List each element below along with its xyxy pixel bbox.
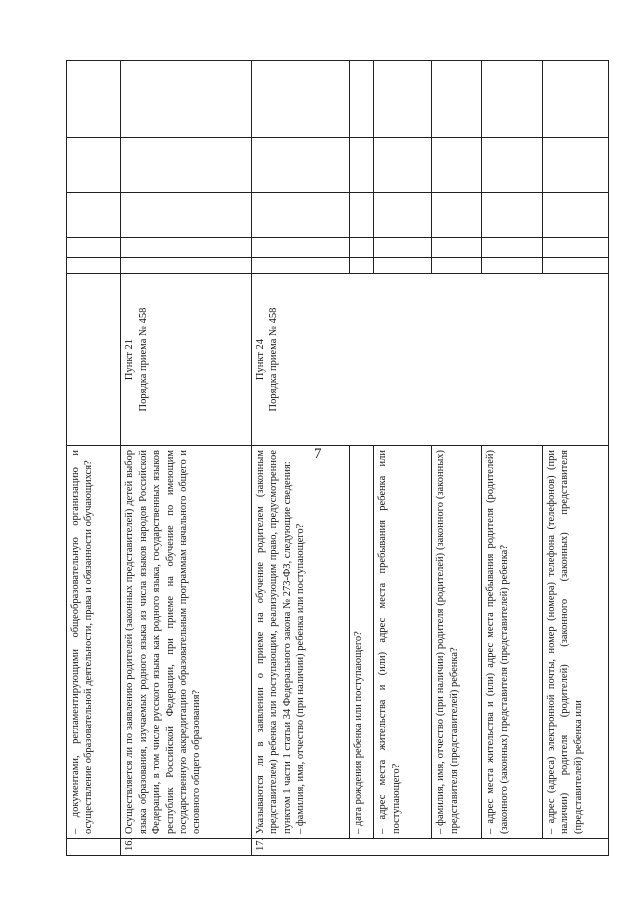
- table-row: [542, 61, 608, 856]
- answer-cell: [121, 238, 251, 258]
- answer-cell: [121, 193, 251, 238]
- table-row: [350, 61, 374, 856]
- question-subitem: – адрес места жительства и (или) адрес места пребывания родителя (родителей) (законного (законных) представителя (представителей) ребенка?: [482, 446, 542, 839]
- answer-cell: [67, 193, 121, 238]
- row-number: [67, 839, 121, 856]
- answer-cell: [67, 138, 121, 193]
- question-text: Осуществляется ли по заявлению родителей (законных представителей) детей выбор языка образования, изучаемых родного языка из числа языков народов Российской Федерации, в том числе русского языка как родного языка, государственных языков республик Российской Федерации, при приеме на обучение по имеющим государственную аккредитацию образовательным программам начального общего и основного общего образования?: [121, 446, 251, 839]
- basis-document: Порядка приема № 458: [137, 307, 149, 412]
- answer-cell: [67, 61, 121, 138]
- checklist-table: [66, 60, 609, 856]
- basis-item: Пункт 21: [124, 338, 136, 381]
- legal-basis: [121, 274, 251, 446]
- answer-cell: [251, 61, 349, 138]
- answer-cell: [251, 138, 349, 193]
- row-number: 17.: [251, 839, 608, 856]
- question-subitem: – фамилия, имя, отчество (при наличии) ребенка или поступающего?: [294, 523, 306, 834]
- question-text: – документами, регламентирующими общеобразовательную организацию и осуществление образовательной деятельности, права и обязанности обучающихся?: [67, 446, 121, 839]
- answer-cell: [121, 61, 251, 138]
- answer-cell: [251, 238, 349, 258]
- table-row: [482, 61, 542, 856]
- table-row: [251, 61, 349, 856]
- answer-cell: [67, 258, 121, 274]
- question-subitem: – фамилия, имя, отчество (при наличии) родителя (родителей) (законного (законных) представителя (представителей) ребенка?: [432, 446, 482, 839]
- table-row: [432, 61, 482, 856]
- answer-cell: [251, 193, 349, 238]
- checklist-table-rotated: [66, 61, 609, 856]
- row-number: 16.: [121, 839, 251, 856]
- question-text: [251, 446, 349, 839]
- question-intro: Указываются ли в заявлении о приеме на обучение родителем (законным представителем) ребенка или поступающим, реализующим право, предусмотренное пунктом 1 части 1 статьи 34 Федерального закона № 273-ФЗ, следующие сведения:: [254, 450, 293, 834]
- answer-cell: [121, 138, 251, 193]
- table-row: [121, 61, 251, 856]
- page-number: 7: [314, 446, 322, 462]
- answer-cell: [121, 258, 251, 274]
- legal-basis: [67, 274, 121, 446]
- question-subitem: – дата рождения ребенка или поступающего?: [350, 446, 374, 839]
- basis-document: Порядка приема № 458: [268, 307, 280, 412]
- answer-cell: [251, 258, 349, 274]
- question-subitem: – адрес (адреса) электронной почты, номер (номера) телефона (телефонов) (при наличии) родителя (родителей) (законного (законных) представителя (представителей) ребенка или: [542, 446, 608, 839]
- answer-cell: [67, 238, 121, 258]
- basis-item: Пункт 24: [254, 338, 266, 381]
- legal-basis: [251, 274, 608, 446]
- table-row: [67, 61, 121, 856]
- table-row: [374, 61, 432, 856]
- question-subitem: – адрес места жительства и (или) адрес места пребывания ребенка или поступающего?: [374, 446, 432, 839]
